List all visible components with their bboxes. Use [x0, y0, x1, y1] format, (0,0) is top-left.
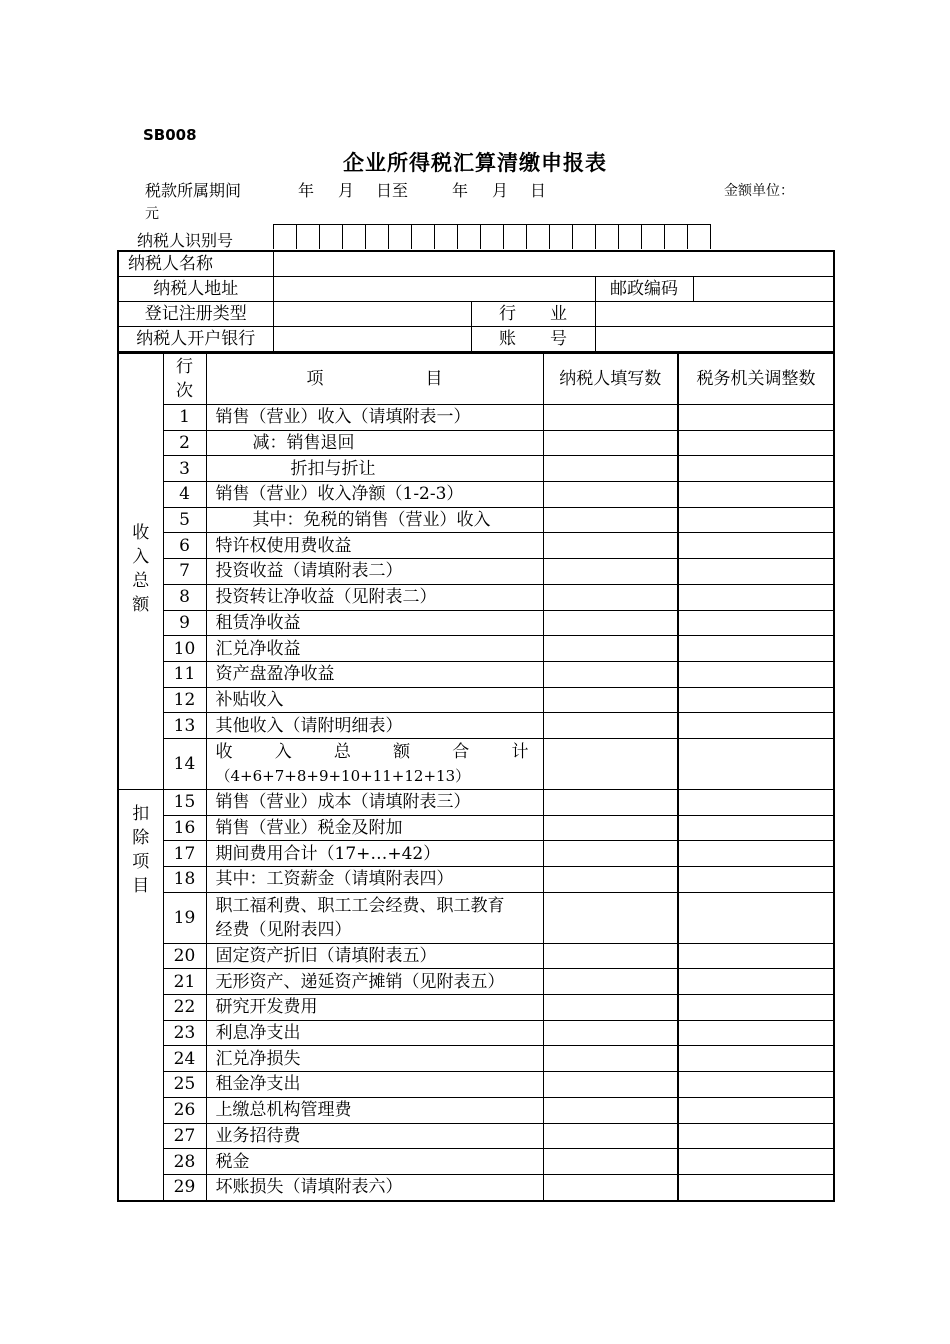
industry-field[interactable]: [595, 302, 834, 327]
table-row: [118, 1020, 834, 1046]
taxpayer-id-box[interactable]: [550, 225, 573, 249]
taxpayer-id-box[interactable]: [596, 225, 619, 249]
row-item: 汇兑净损失: [206, 1046, 543, 1072]
taxpayer-id-boxes[interactable]: [273, 224, 711, 249]
authority-adjust-cell[interactable]: [678, 456, 834, 482]
taxpayer-id-box[interactable]: [481, 225, 504, 249]
row-item: 职工福利费、职工工会经费、职工教育 经费（见附表四）: [206, 892, 543, 943]
name-field[interactable]: [273, 251, 834, 277]
taxpayer-amount-cell[interactable]: [543, 584, 678, 610]
period-label: 税款所属期间: [145, 181, 242, 200]
authority-adjust-cell[interactable]: [678, 1174, 834, 1200]
authority-adjust-cell[interactable]: [678, 995, 834, 1021]
form-code: SB008: [143, 126, 197, 144]
row-number: 26: [163, 1097, 206, 1123]
taxpayer-id-box[interactable]: [366, 225, 389, 249]
row-item: 特许权使用费收益: [206, 533, 543, 559]
table-row: [118, 687, 834, 713]
table-row: [118, 661, 834, 687]
taxpayer-amount-cell[interactable]: [543, 789, 678, 815]
address-field[interactable]: [273, 277, 595, 302]
page-title: 企业所得税汇算清缴申报表: [343, 150, 607, 175]
table-row: [118, 1123, 834, 1149]
taxpayer-amount-cell[interactable]: [543, 969, 678, 995]
row-item: 租金净支出: [206, 1072, 543, 1098]
taxpayer-info-table: [117, 250, 835, 353]
period-year-1: 年: [298, 181, 315, 200]
authority-adjust-cell[interactable]: [678, 815, 834, 841]
taxpayer-amount-cell[interactable]: [543, 533, 678, 559]
authority-adjust-cell[interactable]: [678, 713, 834, 739]
row-item: 期间费用合计（17+…+42）: [206, 841, 543, 867]
taxpayer-amount-cell[interactable]: [543, 507, 678, 533]
period-year-2: 年: [452, 181, 469, 200]
authority-adjust-cell[interactable]: [678, 610, 834, 636]
taxpayer-id-label: 纳税人识别号: [137, 231, 234, 250]
row-number: 18: [163, 867, 206, 893]
row-number: 13: [163, 713, 206, 739]
table-row: [118, 405, 834, 431]
row-item: 其中：免税的销售（营业）收入: [206, 507, 543, 533]
row-item: 研究开发费用: [206, 995, 543, 1021]
taxpayer-amount-cell[interactable]: [543, 738, 678, 789]
period-day-to: 日至: [376, 181, 409, 200]
table-row: [118, 867, 834, 893]
authority-adjust-cell[interactable]: [678, 482, 834, 508]
authority-adjust-cell[interactable]: [678, 636, 834, 662]
table-row: [118, 430, 834, 456]
taxpayer-amount-cell[interactable]: [543, 815, 678, 841]
row-number: 15: [163, 789, 206, 815]
reg-type-field[interactable]: [273, 302, 471, 327]
row-item: 销售（营业）收入（请填附表一）: [206, 405, 543, 431]
authority-adjust-cell[interactable]: [678, 969, 834, 995]
taxpayer-amount-cell[interactable]: [543, 713, 678, 739]
row-item: 折扣与折让: [206, 456, 543, 482]
table-row: [118, 713, 834, 739]
taxpayer-id-box[interactable]: [527, 225, 550, 249]
row-number: 24: [163, 1046, 206, 1072]
row-number: 16: [163, 815, 206, 841]
row-number: 25: [163, 1072, 206, 1098]
row-number: 9: [163, 610, 206, 636]
taxpayer-amount-cell[interactable]: [543, 405, 678, 431]
row-item: 销售（营业）收入净额（1-2-3）: [206, 482, 543, 508]
taxpayer-amount-cell[interactable]: [543, 1072, 678, 1098]
row-number: 20: [163, 943, 206, 969]
row-number: 21: [163, 969, 206, 995]
taxpayer-amount-cell[interactable]: [543, 1046, 678, 1072]
table-row: [118, 1046, 834, 1072]
taxpayer-id-box[interactable]: [412, 225, 435, 249]
address-label: 纳税人地址: [118, 277, 273, 302]
row-item: 补贴收入: [206, 687, 543, 713]
taxpayer-id-box[interactable]: [504, 225, 527, 249]
row-item: 汇兑净收益: [206, 636, 543, 662]
authority-adjust-cell[interactable]: [678, 430, 834, 456]
header-taxpayer-amount: 纳税人填写数: [543, 354, 678, 405]
row-number: 4: [163, 482, 206, 508]
authority-adjust-cell[interactable]: [678, 507, 834, 533]
table-row: [118, 815, 834, 841]
row-item: 减：销售退回: [206, 430, 543, 456]
taxpayer-id-box[interactable]: [642, 225, 665, 249]
table-row: [118, 559, 834, 585]
declaration-table: [117, 353, 835, 1202]
header-item: 项 目: [206, 354, 543, 405]
row-number: 19: [163, 892, 206, 943]
row-number: 14: [163, 738, 206, 789]
taxpayer-id-box[interactable]: [389, 225, 412, 249]
authority-adjust-cell[interactable]: [678, 841, 834, 867]
section-income: 收 入 总 额: [118, 354, 163, 790]
row-number: 6: [163, 533, 206, 559]
row-item: 坏账损失（请填附表六）: [206, 1174, 543, 1200]
bank-label: 纳税人开户银行: [118, 327, 273, 353]
row-number: 5: [163, 507, 206, 533]
taxpayer-amount-cell[interactable]: [543, 943, 678, 969]
taxpayer-amount-cell[interactable]: [543, 482, 678, 508]
taxpayer-id-box[interactable]: [274, 225, 297, 249]
table-row: [118, 943, 834, 969]
row-item: 销售（营业）成本（请填附表三）: [206, 789, 543, 815]
row-number: 27: [163, 1123, 206, 1149]
row-item: 利息净支出: [206, 1020, 543, 1046]
table-row: [118, 584, 834, 610]
authority-adjust-cell[interactable]: [678, 1046, 834, 1072]
section-deduction: 扣 除 项 目: [118, 789, 163, 1200]
unit-value: 元: [145, 206, 159, 222]
authority-adjust-cell[interactable]: [678, 867, 834, 893]
taxpayer-amount-cell[interactable]: [543, 610, 678, 636]
row-item: 销售（营业）税金及附加: [206, 815, 543, 841]
reg-type-label: 登记注册类型: [118, 302, 273, 327]
row-number: 22: [163, 995, 206, 1021]
table-row: [118, 1097, 834, 1123]
row-item: 投资收益（请填附表二）: [206, 559, 543, 585]
row-item: 投资转让净收益（见附表二）: [206, 584, 543, 610]
authority-adjust-cell[interactable]: [678, 405, 834, 431]
taxpayer-amount-cell[interactable]: [543, 430, 678, 456]
taxpayer-amount-cell[interactable]: [543, 892, 678, 943]
row-item: 固定资产折旧（请填附表五）: [206, 943, 543, 969]
authority-adjust-cell[interactable]: [678, 1020, 834, 1046]
table-row: [118, 995, 834, 1021]
row-item: 其中：工资薪金（请填附表四）: [206, 867, 543, 893]
table-row: [118, 841, 834, 867]
taxpayer-id-box[interactable]: [297, 225, 320, 249]
table-row: [118, 456, 834, 482]
postcode-field[interactable]: [693, 277, 834, 302]
table-row: [118, 636, 834, 662]
authority-adjust-cell[interactable]: [678, 789, 834, 815]
taxpayer-amount-cell[interactable]: [543, 995, 678, 1021]
taxpayer-amount-cell[interactable]: [543, 687, 678, 713]
authority-adjust-cell[interactable]: [678, 943, 834, 969]
taxpayer-id-box[interactable]: [665, 225, 688, 249]
row-number: 2: [163, 430, 206, 456]
row-item: 业务招待费: [206, 1123, 543, 1149]
table-row: [118, 738, 834, 789]
table-row: [118, 789, 834, 815]
taxpayer-id-box[interactable]: [458, 225, 481, 249]
row-item: 其他收入（请附明细表）: [206, 713, 543, 739]
taxpayer-id-box[interactable]: [573, 225, 596, 249]
authority-adjust-cell[interactable]: [678, 1072, 834, 1098]
account-field[interactable]: [595, 327, 834, 353]
taxpayer-amount-cell[interactable]: [543, 456, 678, 482]
row-number: 23: [163, 1020, 206, 1046]
row-number: 3: [163, 456, 206, 482]
authority-adjust-cell[interactable]: [678, 661, 834, 687]
row-number: 10: [163, 636, 206, 662]
taxpayer-amount-cell[interactable]: [543, 661, 678, 687]
taxpayer-id-box[interactable]: [435, 225, 458, 249]
authority-adjust-cell[interactable]: [678, 738, 834, 789]
authority-adjust-cell[interactable]: [678, 559, 834, 585]
table-row: [118, 507, 834, 533]
row-item: 税金: [206, 1149, 543, 1175]
authority-adjust-cell[interactable]: [678, 892, 834, 943]
taxpayer-amount-cell[interactable]: [543, 867, 678, 893]
taxpayer-id-box[interactable]: [320, 225, 343, 249]
header-row-no: 行 次: [163, 354, 206, 405]
taxpayer-amount-cell[interactable]: [543, 1020, 678, 1046]
table-row: [118, 892, 834, 943]
name-label: 纳税人名称: [118, 251, 273, 277]
authority-adjust-cell[interactable]: [678, 533, 834, 559]
authority-adjust-cell[interactable]: [678, 1097, 834, 1123]
unit-label: 金额单位：: [724, 183, 794, 199]
table-row: [118, 482, 834, 508]
table-row: [118, 610, 834, 636]
taxpayer-id-box[interactable]: [619, 225, 642, 249]
row-item: 收 入 总 额 合 计 （4+6+7+8+9+10+11+12+13）: [206, 738, 543, 789]
period-month-2: 月: [492, 181, 509, 200]
period-month-1: 月: [338, 181, 355, 200]
taxpayer-amount-cell[interactable]: [543, 1123, 678, 1149]
row-item: 租赁净收益: [206, 610, 543, 636]
authority-adjust-cell[interactable]: [678, 1149, 834, 1175]
table-row: [118, 969, 834, 995]
row-item: 无形资产、递延资产摊销（见附表五）: [206, 969, 543, 995]
row-number: 17: [163, 841, 206, 867]
row-number: 7: [163, 559, 206, 585]
authority-adjust-cell[interactable]: [678, 687, 834, 713]
table-row: [118, 533, 834, 559]
taxpayer-amount-cell[interactable]: [543, 841, 678, 867]
row-number: 8: [163, 584, 206, 610]
row-item: 资产盘盈净收益: [206, 661, 543, 687]
postcode-label: 邮政编码: [595, 277, 693, 302]
taxpayer-amount-cell[interactable]: [543, 636, 678, 662]
taxpayer-amount-cell[interactable]: [543, 1149, 678, 1175]
bank-field[interactable]: [273, 327, 471, 353]
table-row: [118, 1174, 834, 1200]
taxpayer-amount-cell[interactable]: [543, 1097, 678, 1123]
period-day-2: 日: [530, 181, 547, 200]
table-row: [118, 1149, 834, 1175]
taxpayer-amount-cell[interactable]: [543, 559, 678, 585]
table-row: [118, 1072, 834, 1098]
authority-adjust-cell[interactable]: [678, 584, 834, 610]
row-number: 11: [163, 661, 206, 687]
header-authority-adjust: 税务机关调整数: [678, 354, 834, 405]
row-number: 12: [163, 687, 206, 713]
taxpayer-id-box[interactable]: [688, 225, 711, 249]
row-number: 1: [163, 405, 206, 431]
row-number: 29: [163, 1174, 206, 1200]
account-label: 账 号: [471, 327, 595, 353]
row-item: 上缴总机构管理费: [206, 1097, 543, 1123]
taxpayer-id-box[interactable]: [343, 225, 366, 249]
row-number: 28: [163, 1149, 206, 1175]
industry-label: 行 业: [471, 302, 595, 327]
taxpayer-amount-cell[interactable]: [543, 1174, 678, 1200]
authority-adjust-cell[interactable]: [678, 1123, 834, 1149]
